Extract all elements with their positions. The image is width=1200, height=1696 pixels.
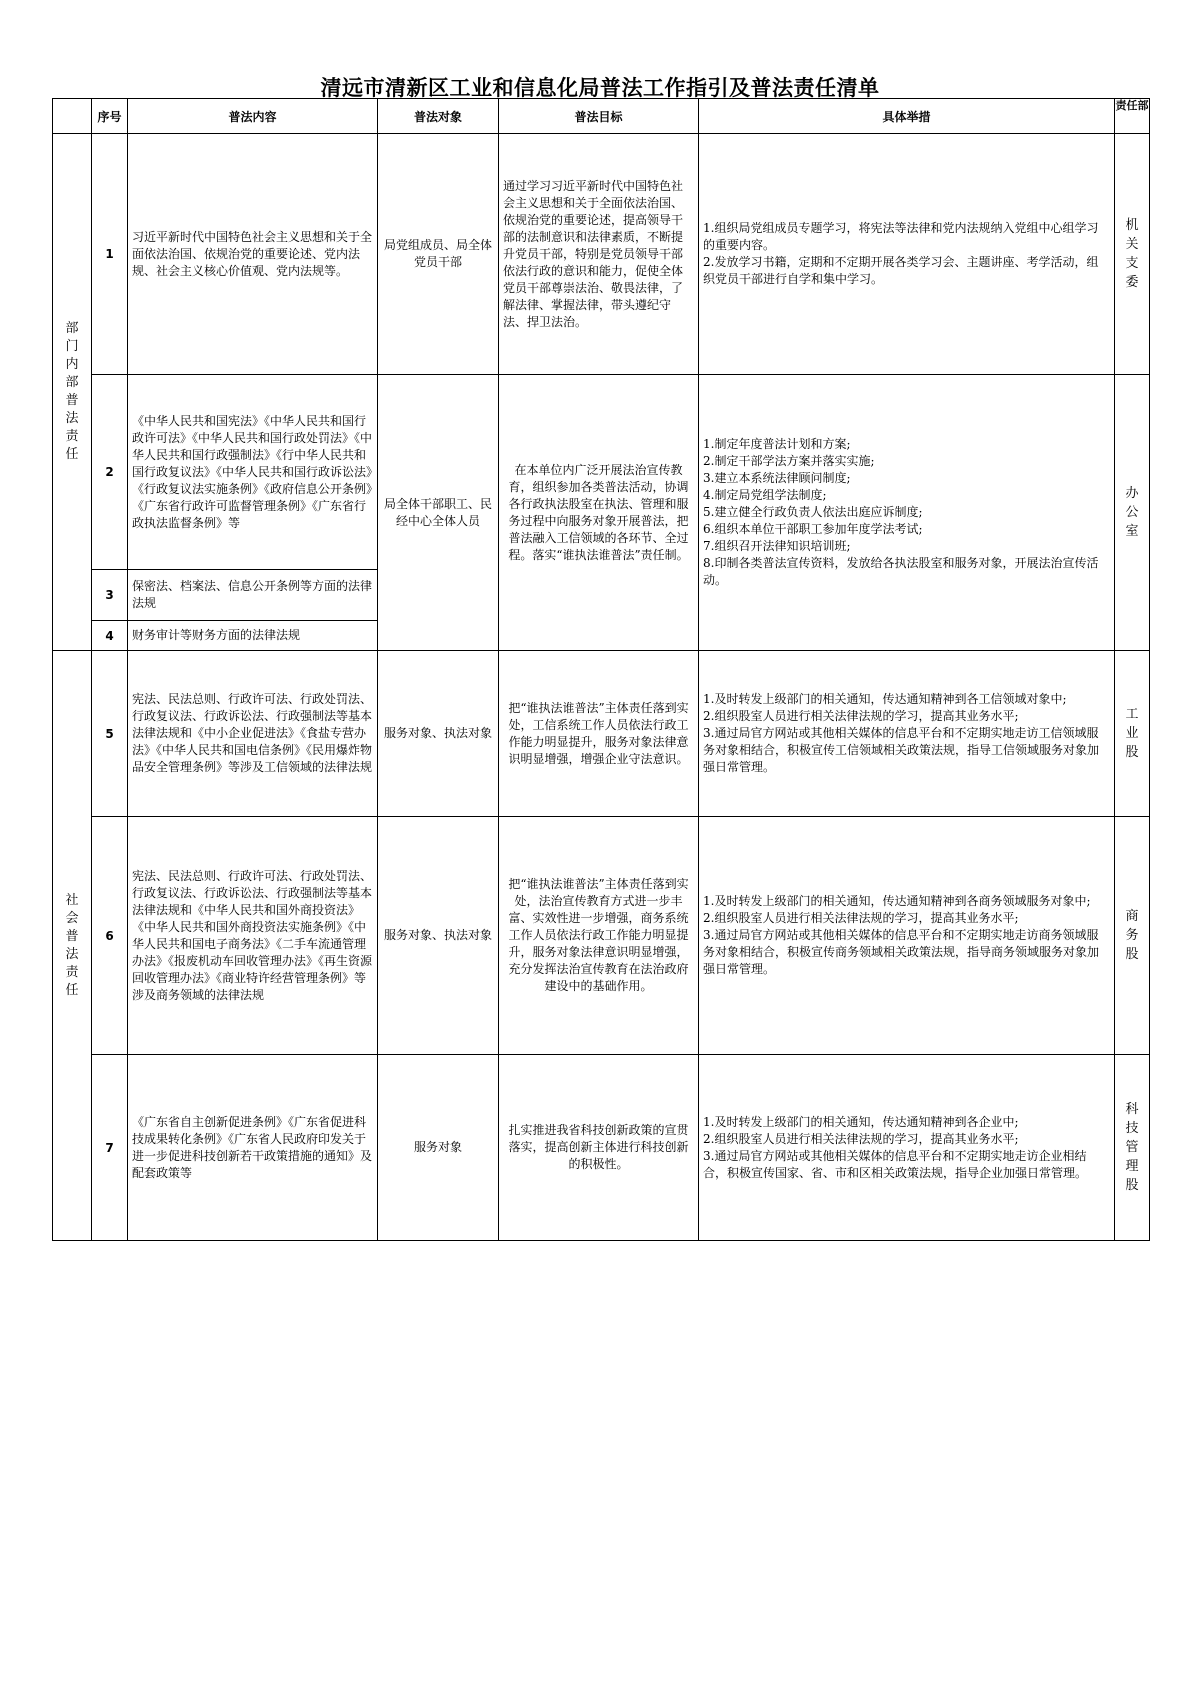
measure-item: 2.组织股室人员进行相关法律法规的学习，提高其业务水平; — [703, 1131, 1019, 1146]
row-measures — [699, 817, 1115, 1055]
measure-item: 3.建立本系统法律顾问制度; — [703, 471, 851, 485]
measure-item: 1.及时转发上级部门的相关通知，传达通知精神到各企业中; — [703, 1114, 1019, 1129]
measure-item: 3.通过局官方网站或其他相关媒体的信息平台和不定期实地走访工信领域服务对象相结合，积极宣传工信领域相关政策法规，指导工信领域服务对象加强日常管理。 — [703, 726, 1100, 774]
row-measures — [699, 651, 1115, 817]
responsibility-table — [52, 98, 1150, 1241]
measure-item: 1.制定年度普法计划和方案; — [703, 437, 851, 451]
row-measures — [699, 375, 1115, 651]
category-social: 社 会 普 法 责 任 — [53, 651, 92, 1241]
row-number: 5 — [92, 651, 128, 817]
row-number: 7 — [92, 1055, 128, 1241]
row-target: 服务对象、执法对象 — [378, 651, 499, 817]
header-measures: 具体举措 — [699, 99, 1115, 134]
row-content: 财务审计等财务方面的法律法规 — [128, 621, 378, 651]
row-number: 1 — [92, 134, 128, 375]
row-number: 6 — [92, 817, 128, 1055]
header-row — [53, 99, 1150, 134]
row-department: 商 务 股 — [1115, 817, 1150, 1055]
row-number: 3 — [92, 570, 128, 621]
table-row — [53, 651, 1150, 817]
measure-item: 2.组织股室人员进行相关法律法规的学习，提高其业务水平; — [703, 911, 1019, 925]
header-goal: 普法目标 — [499, 99, 699, 134]
category-internal: 部 门 内 部 普 法 责 任 — [53, 134, 92, 651]
row-number: 4 — [92, 621, 128, 651]
table-row — [53, 1055, 1150, 1241]
table-row — [53, 375, 1150, 570]
row-department: 工 业 股 — [1115, 651, 1150, 817]
measure-item: 1.及时转发上级部门的相关通知，传达通知精神到各商务领域服务对象中; — [703, 894, 1091, 908]
row-department: 科 技 管 理 股 — [1115, 1055, 1150, 1241]
row-goal: 把“谁执法谁普法”主体责任落到实处，工信系统工作人员依法行政工作能力明显提升，服务对象法律意识明显增强，增强企业守法意识。 — [499, 651, 699, 817]
measure-item: 1.组织局党组成员专题学习，将宪法等法律和党内法规纳入党组中心组学习的重要内容。 — [703, 221, 1099, 252]
row-department: 机 关 支 委 — [1115, 134, 1150, 375]
row-target: 服务对象 — [378, 1055, 499, 1241]
row-goal: 在本单位内广泛开展法治宣传教育，组织参加各类普法活动，协调各行政执法股室在执法、管理和服务过程中向服务对象开展普法，把普法融入工信领域的各环节、全过程。落实“谁执法谁普法”责任制。 — [499, 375, 699, 651]
measure-item: 2.制定干部学法方案并落实实施; — [703, 454, 875, 468]
measure-item: 3.通过局官方网站或其他相关媒体的信息平台和不定期实地走访商务领域服务对象相结合，积极宣传商务领域相关政策法规，指导商务领域服务对象加强日常管理。 — [703, 928, 1100, 976]
measure-item: 5.建立健全行政负责人依法出庭应诉制度; — [703, 505, 923, 519]
measure-item: 4.制定局党组学法制度; — [703, 488, 827, 502]
row-goal: 把“谁执法谁普法”主体责任落到实处，法治宣传教育方式进一步丰富、实效性进一步增强，商务系统工作人员依法行政工作能力明显提升，服务对象法律意识明显增强，充分发挥法治宣传教育在法治政府建设中的基础作用。 — [499, 817, 699, 1055]
row-department: 办 公 室 — [1115, 375, 1150, 651]
measure-item: 6.组织本单位干部职工参加年度学法考试; — [703, 522, 923, 536]
row-target: 局全体干部职工、民经中心全体人员 — [378, 375, 499, 651]
row-content: 《广东省自主创新促进条例》《广东省促进科技成果转化条例》《广东省人民政府印发关于进一步促进科技创新若干政策措施的通知》及配套政策等 — [128, 1055, 378, 1241]
measure-item: 2.组织股室人员进行相关法律法规的学习，提高其业务水平; — [703, 709, 1019, 723]
header-responsible: 责任部 — [1115, 99, 1150, 134]
row-goal: 通过学习习近平新时代中国特色社会主义思想和关于全面依法治国、依规治党的重要论述，提高领导干部的法制意识和法律素质，不断提升党员干部，特别是党员领导干部依法行政的意识和能力，促使全体党员干部尊崇法治、敬畏法律，了解法律、掌握法律，带头遵纪守法、捍卫法治。 — [499, 134, 699, 375]
measure-item: 8.印制各类普法宣传资料，发放给各执法股室和服务对象，开展法治宣传活动。 — [703, 556, 1099, 587]
header-content: 普法内容 — [128, 99, 378, 134]
row-content: 保密法、档案法、信息公开条例等方面的法律法规 — [128, 570, 378, 621]
row-target: 服务对象、执法对象 — [378, 817, 499, 1055]
measure-item: 7.组织召开法律知识培训班; — [703, 539, 851, 553]
row-content: 习近平新时代中国特色社会主义思想和关于全面依法治国、依规治党的重要论述、党内法规、社会主义核心价值观、党内法规等。 — [128, 134, 378, 375]
row-content: 宪法、民法总则、行政许可法、行政处罚法、行政复议法、行政诉讼法、行政强制法等基本法律法规和《中华人民共和国外商投资法》《中华人民共和国外商投资法实施条例》《中华人民共和国电子商务法》《二手车流通管理办法》《报废机动车回收管理办法》《再生资源回收管理办法》《商业特许经营管理条例》等涉及商务领域的法律法规 — [128, 817, 378, 1055]
header-seq: 序号 — [92, 99, 128, 134]
row-content: 宪法、民法总则、行政许可法、行政处罚法、行政复议法、行政诉讼法、行政强制法等基本法律法规和《中小企业促进法》《食盐专营办法》《中华人民共和国电信条例》《民用爆炸物品安全管理条例》等涉及工信领域的法律法规 — [128, 651, 378, 817]
row-goal: 扎实推进我省科技创新政策的宣贯落实，提高创新主体进行科技创新的积极性。 — [499, 1055, 699, 1241]
page-title: 清远市清新区工业和信息化局普法工作指引及普法责任清单 — [320, 76, 880, 100]
header-target: 普法对象 — [378, 99, 499, 134]
row-measures — [699, 134, 1115, 375]
measure-item: 2.发放学习书籍，定期和不定期开展各类学习会、主题讲座、考学活动，组织党员干部进行自学和集中学习。 — [703, 255, 1099, 286]
table-row — [53, 817, 1150, 1055]
table-row — [53, 134, 1150, 375]
row-target: 局党组成员、局全体党员干部 — [378, 134, 499, 375]
row-content: 《中华人民共和国宪法》《中华人民共和国行政许可法》《中华人民共和国行政处罚法》《中华人民共和国行政强制法》《行中华人民共和国行政复议法》《中华人民共和国行政诉讼法》《行政复议法实施条例》《政府信息公开条例》《广东省行政许可监督管理条例》《广东省行政执法监督条例》等 — [128, 375, 378, 570]
header-category — [53, 99, 92, 134]
measure-item: 3.通过局官方网站或其他相关媒体的信息平台和不定期实地走访企业相结合，积极宣传国家、省、市和区相关政策法规，指导企业加强日常管理。 — [703, 1148, 1088, 1180]
row-measures — [699, 1055, 1115, 1241]
row-number: 2 — [92, 375, 128, 570]
measure-item: 1.及时转发上级部门的相关通知，传达通知精神到各工信领域对象中; — [703, 692, 1067, 706]
